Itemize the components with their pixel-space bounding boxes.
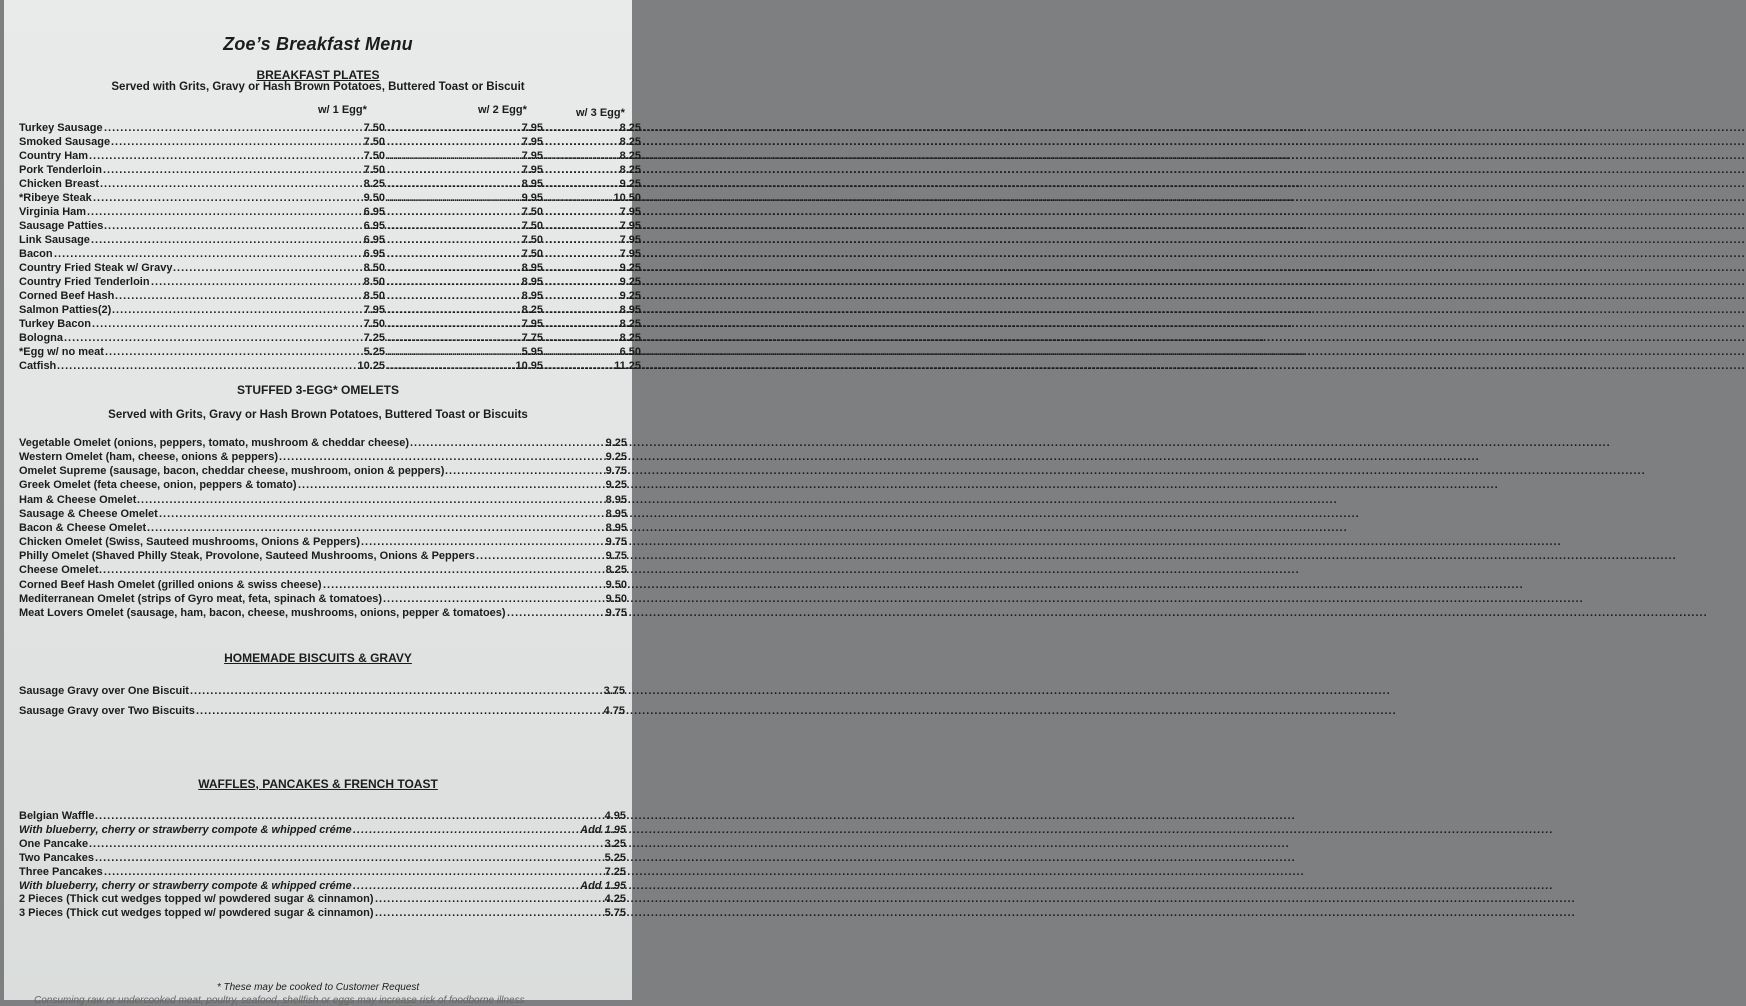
leader-dots	[105, 345, 357, 359]
item-name: Philly Omelet (Shaved Philly Steak, Provolone, Sauteed Mushrooms, Onions & Peppers	[19, 550, 476, 563]
item-name: With blueberry, cherry or strawberry compote & whipped créme	[19, 823, 352, 836]
item-price: 5.95	[521, 346, 543, 358]
plate-row	[19, 135, 641, 149]
leader-dots	[545, 289, 609, 303]
item-price: 4.75	[603, 705, 625, 717]
item-price: 7.50	[521, 248, 543, 260]
leader-dots	[375, 906, 595, 920]
item-name: Link Sausage	[19, 234, 90, 246]
waffle-row	[19, 906, 627, 920]
item-price: 9.95	[521, 192, 543, 204]
omelet-row	[19, 450, 627, 464]
item-price: 7.95	[521, 122, 543, 134]
item-price: 8.25	[619, 150, 641, 162]
item-price: 9.25	[619, 276, 641, 288]
leader-dots	[64, 331, 357, 345]
omelets-heading: STUFFED 3-EGG* OMELETS	[236, 383, 399, 397]
item-name: Two Pancakes	[19, 851, 94, 864]
leader-dots	[100, 177, 357, 191]
item-name: 3 Pieces (Thick cut wedges topped w/ powdered sugar & cinnamon)	[19, 907, 374, 920]
item-price: 7.95	[363, 304, 385, 316]
item-price: 8.25	[619, 122, 641, 134]
item-name: Bacon & Cheese Omelet	[19, 521, 147, 534]
item-price: 7.50	[363, 318, 385, 330]
item-name: Sausage & Cheese Omelet	[19, 507, 158, 520]
item-name: Sausage Gravy over Two Biscuits	[19, 705, 195, 717]
leader-dots	[387, 303, 517, 317]
omelet-row	[19, 464, 627, 478]
item-price: 9.25	[619, 290, 641, 302]
leader-dots	[545, 233, 609, 247]
leader-dots	[507, 606, 597, 620]
plate-row	[19, 219, 641, 233]
leader-dots	[279, 450, 597, 464]
plate-row	[19, 233, 641, 247]
omelet-row	[19, 563, 627, 577]
leader-dots	[387, 163, 517, 177]
item-price: 7.50	[363, 122, 385, 134]
leader-dots	[104, 219, 357, 233]
plate-row	[19, 317, 641, 331]
leader-dots	[387, 289, 517, 303]
item-name: Catfish	[19, 360, 57, 372]
item-price: 6.50	[619, 346, 641, 358]
plate-row	[19, 177, 641, 191]
item-price: 7.95	[619, 248, 641, 260]
item-name: Meat Lovers Omelet (sausage, ham, bacon, cheese, mushrooms, onions, pepper & tomatoes)	[19, 606, 506, 619]
waffle-row	[19, 892, 627, 906]
item-price: 7.50	[521, 234, 543, 246]
item-price: 8.95	[605, 493, 627, 506]
item-price: 6.95	[363, 248, 385, 260]
item-name: *Ribeye Steak	[19, 192, 92, 204]
leader-dots	[545, 247, 609, 261]
item-price: 8.95	[521, 262, 543, 274]
plate-row	[19, 289, 641, 303]
leader-dots	[151, 275, 357, 289]
leader-dots	[410, 436, 597, 450]
leader-dots	[387, 205, 517, 219]
waffle-row	[19, 837, 627, 851]
item-name: Country Fried Steak w/ Gravy	[19, 262, 173, 274]
plate-row	[19, 163, 641, 177]
item-price: 8.25	[619, 318, 641, 330]
leader-dots	[387, 135, 517, 149]
item-price: 8.25	[619, 332, 641, 344]
leader-dots	[104, 121, 357, 135]
item-price: 11.25	[614, 360, 641, 372]
omelet-row	[19, 606, 627, 620]
leader-dots	[387, 247, 517, 261]
item-name: Mediterranean Omelet (strips of Gyro meat, feta, spinach & tomatoes)	[19, 592, 383, 605]
leader-dots	[545, 135, 609, 149]
topping-row	[19, 823, 627, 837]
col-3-egg: w/ 3 Egg*	[576, 107, 625, 119]
item-price: 9.25	[605, 437, 627, 449]
item-price: 8.50	[363, 276, 385, 288]
item-name: Belgian Waffle	[19, 810, 95, 822]
item-name: One Pancake	[19, 837, 89, 850]
leader-dots	[137, 493, 597, 507]
item-price: 10.95	[515, 360, 543, 372]
menu-title: Zoe’s Breakfast Menu	[223, 34, 413, 54]
plate-row	[19, 149, 641, 163]
leader-dots	[545, 177, 609, 191]
omelet-row	[19, 521, 627, 535]
plate-row	[19, 205, 641, 219]
leader-dots	[545, 303, 609, 317]
leader-dots	[545, 331, 609, 345]
item-price: 9.25	[605, 451, 627, 464]
item-price: 9.75	[605, 606, 627, 619]
leader-dots	[445, 464, 597, 478]
item-name: Country Ham	[19, 150, 89, 162]
omelet-row	[19, 436, 627, 450]
leader-dots	[545, 345, 609, 359]
item-price: 7.75	[521, 332, 543, 344]
leader-dots	[387, 191, 517, 205]
item-name: Sausage Gravy over One Biscuit	[19, 685, 189, 697]
plate-row	[19, 345, 641, 359]
item-price: Add 1.95	[580, 823, 626, 836]
item-name: Cheese Omelet	[19, 564, 99, 577]
item-price: 8.50	[363, 290, 385, 302]
item-price: 8.25	[605, 564, 627, 577]
leader-dots	[298, 478, 597, 492]
item-name: Vegetable Omelet (onions, peppers, tomato, mushroom & cheddar cheese)	[19, 437, 409, 449]
leader-dots	[95, 809, 595, 823]
col-2-egg: w/ 2 Egg*	[478, 104, 527, 116]
item-name: Pork Tenderloin	[19, 164, 102, 176]
topping-row	[19, 879, 627, 893]
item-name: Corned Beef Hash Omelet (grilled onions & swiss cheese)	[19, 578, 322, 591]
leader-dots	[196, 704, 597, 718]
item-price: Add 1.95	[580, 879, 626, 892]
menu-page	[4, 0, 641, 1006]
leader-dots	[353, 879, 571, 893]
item-price: 8.95	[605, 507, 627, 520]
item-price: 7.95	[619, 234, 641, 246]
plate-row	[19, 331, 641, 345]
leader-dots	[89, 149, 357, 163]
leader-dots	[147, 521, 597, 535]
leader-dots	[99, 563, 597, 577]
plate-row	[19, 303, 641, 317]
item-name: *Egg w/ no meat	[19, 346, 104, 358]
item-price: 8.95	[521, 178, 543, 190]
item-price: 7.50	[521, 206, 543, 218]
item-name: Salmon Patties(2)	[19, 304, 112, 316]
waffle-row	[19, 809, 627, 823]
leader-dots	[545, 121, 609, 135]
item-price: 7.50	[363, 164, 385, 176]
item-price: 6.95	[363, 220, 385, 232]
item-price: 7.95	[619, 220, 641, 232]
item-price: 5.25	[604, 851, 626, 864]
item-price: 9.50	[605, 578, 627, 591]
leader-dots	[387, 345, 517, 359]
item-name: Three Pancakes	[19, 865, 103, 878]
item-price: 9.25	[619, 262, 641, 274]
omelet-row	[19, 535, 627, 549]
leader-dots	[387, 177, 517, 191]
item-price: 9.75	[605, 550, 627, 563]
leader-dots	[387, 359, 517, 373]
item-name: Virginia Ham	[19, 206, 87, 218]
footnote-cut: Consuming raw or undercooked meat, poultry, seafood, shellfish or eggs may increase risk of foodborne illness	[34, 995, 525, 1006]
item-name: 2 Pieces (Thick cut wedges topped w/ powdered sugar & cinnamon)	[19, 893, 374, 906]
leader-dots	[95, 851, 595, 865]
item-name: Bologna	[19, 332, 63, 344]
item-name: Turkey Sausage	[19, 122, 103, 134]
leader-dots	[387, 219, 517, 233]
item-name: Ham & Cheese Omelet	[19, 493, 137, 506]
item-price: 7.95	[521, 150, 543, 162]
leader-dots	[387, 331, 517, 345]
leader-dots	[545, 275, 609, 289]
item-price: 8.25	[363, 178, 385, 190]
item-price: 7.50	[363, 136, 385, 148]
item-name: Omelet Supreme (sausage, bacon, cheddar cheese, mushroom, onion & peppers)	[19, 465, 445, 478]
omelet-row	[19, 578, 627, 592]
leader-dots	[159, 507, 597, 521]
leader-dots	[89, 837, 595, 851]
leader-dots	[545, 219, 609, 233]
item-price: 8.25	[619, 136, 641, 148]
plate-row	[19, 191, 641, 205]
item-name: Corned Beef Hash	[19, 290, 115, 302]
item-price: 4.95	[604, 810, 626, 822]
leader-dots	[93, 191, 357, 205]
leader-dots	[361, 535, 597, 549]
item-price: 8.50	[363, 262, 385, 274]
omelet-row	[19, 592, 627, 606]
leader-dots	[545, 205, 609, 219]
item-price: 7.95	[521, 164, 543, 176]
leader-dots	[545, 359, 609, 373]
leader-dots	[375, 892, 595, 906]
leader-dots	[383, 592, 597, 606]
plate-row	[19, 359, 641, 373]
leader-dots	[112, 303, 357, 317]
plate-row	[19, 261, 641, 275]
item-name: Turkey Bacon	[19, 318, 91, 330]
col-1-egg: w/ 1 Egg*	[318, 104, 367, 116]
omelet-row	[19, 507, 627, 521]
item-price: 7.95	[521, 318, 543, 330]
leader-dots	[387, 317, 517, 331]
leader-dots	[387, 233, 517, 247]
biscuit-row	[19, 684, 627, 698]
item-price: 7.25	[604, 865, 626, 878]
leader-dots	[103, 163, 357, 177]
leader-dots	[54, 247, 357, 261]
item-price: 7.50	[521, 220, 543, 232]
omelet-row	[19, 478, 627, 492]
leader-dots	[173, 261, 357, 275]
item-price: 8.95	[605, 521, 627, 534]
item-price: 9.25	[619, 178, 641, 190]
item-price: 7.50	[363, 150, 385, 162]
item-price: 5.25	[363, 346, 385, 358]
item-price: 7.95	[521, 136, 543, 148]
item-price: 8.25	[521, 304, 543, 316]
leader-dots	[387, 121, 517, 135]
item-name: Bacon	[19, 248, 53, 260]
item-price: 9.50	[605, 592, 627, 605]
leader-dots	[111, 135, 357, 149]
item-price: 9.25	[605, 479, 627, 492]
leader-dots	[387, 275, 517, 289]
leader-dots	[323, 578, 597, 592]
leader-dots	[115, 289, 357, 303]
item-price: 10.50	[613, 192, 641, 204]
leader-dots	[545, 191, 609, 205]
waffle-row	[19, 865, 627, 879]
item-price: 6.95	[363, 234, 385, 246]
item-price: 4.25	[604, 893, 626, 906]
item-price: 3.75	[603, 685, 625, 697]
item-name: Smoked Sausage	[19, 136, 111, 148]
item-price: 8.95	[619, 304, 641, 316]
leader-dots	[91, 233, 357, 247]
item-price: 8.95	[521, 276, 543, 288]
leader-dots	[545, 149, 609, 163]
item-name: Country Fried Tenderloin	[19, 276, 150, 288]
item-price: 9.50	[363, 192, 385, 204]
omelet-row	[19, 493, 627, 507]
leader-dots	[387, 149, 517, 163]
item-name: Chicken Omelet (Swiss, Sauteed mushrooms, Onions & Peppers)	[19, 536, 361, 549]
waffle-row	[19, 851, 627, 865]
item-price: 3.25	[604, 837, 626, 850]
plate-row	[19, 121, 641, 135]
leader-dots	[387, 261, 517, 275]
leader-dots	[545, 163, 609, 177]
breakfast-plates-subtitle: Served with Grits, Gravy or Hash Brown Potatoes, Buttered Toast or Biscuit	[111, 81, 525, 93]
biscuits-heading: HOMEMADE BISCUITS & GRAVY	[224, 651, 412, 665]
item-price: 8.25	[619, 164, 641, 176]
leader-dots	[104, 865, 595, 879]
item-price: 6.95	[363, 206, 385, 218]
item-price: 5.75	[604, 907, 626, 920]
omelets-subtitle: Served with Grits, Gravy or Hash Brown Potatoes, Buttered Toast or Biscuits	[108, 409, 528, 421]
leader-dots	[87, 205, 357, 219]
item-name: Greek Omelet (feta cheese, onion, peppers & tomato)	[19, 479, 297, 492]
leader-dots	[476, 549, 597, 563]
leader-dots	[92, 317, 357, 331]
item-price: 7.25	[363, 332, 385, 344]
omelet-row	[19, 549, 627, 563]
biscuit-row	[19, 704, 627, 718]
plate-row	[19, 275, 641, 289]
item-name: Western Omelet (ham, cheese, onions & peppers)	[19, 451, 278, 464]
item-price: 9.75	[605, 536, 627, 549]
plate-row	[19, 247, 641, 261]
item-name: Sausage Patties	[19, 220, 104, 232]
item-name: Chicken Breast	[19, 178, 100, 190]
leader-dots	[353, 823, 571, 837]
leader-dots	[57, 359, 357, 373]
breakfast-plates-heading: BREAKFAST PLATES	[256, 68, 380, 82]
footnote: * These may be cooked to Customer Request	[216, 982, 420, 993]
item-price: 8.95	[521, 290, 543, 302]
leader-dots	[545, 317, 609, 331]
item-name: With blueberry, cherry or strawberry compote & whipped créme	[19, 879, 352, 892]
item-price: 9.75	[605, 465, 627, 478]
leader-dots	[190, 684, 597, 698]
item-price: 10.25	[357, 360, 385, 372]
item-price: 7.95	[619, 206, 641, 218]
waffles-heading: WAFFLES, PANCAKES & FRENCH TOAST	[198, 777, 438, 791]
leader-dots	[545, 261, 609, 275]
